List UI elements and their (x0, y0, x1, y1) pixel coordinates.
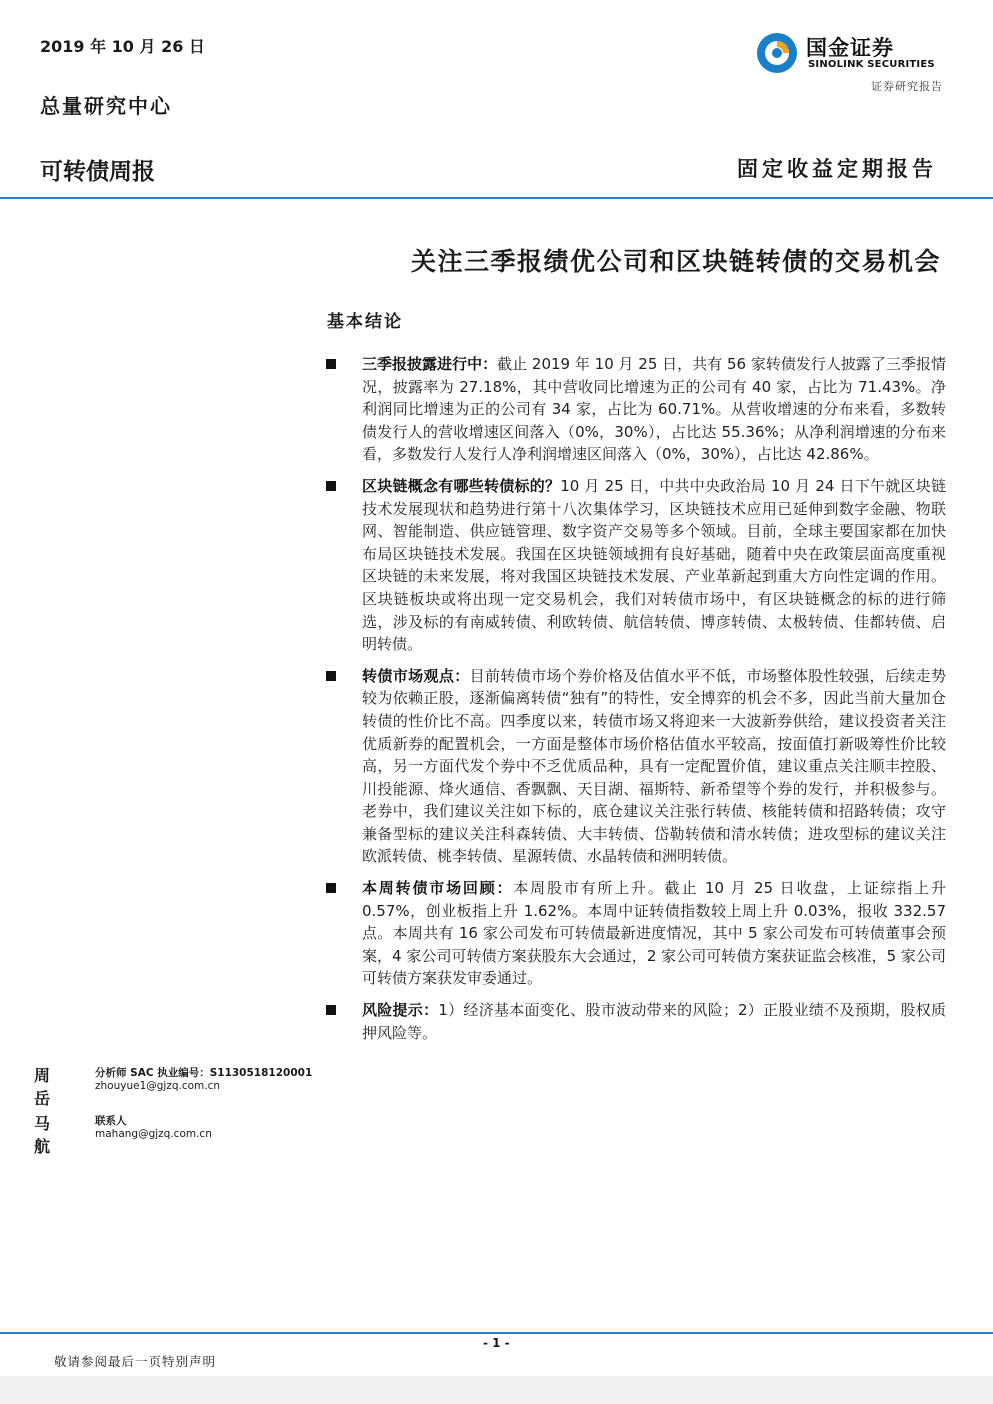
logo-subtitle: 证券研究报告 (871, 80, 943, 93)
department-name: 总量研究中心 (40, 94, 172, 118)
conclusion-body: 截止 2019 年 10 月 25 日，共有 56 家转债发行人披露了三季报情况，披露率为 27.18%，其中营收同比增速为正的公司有 40 家，占比为 71.43%。净利润同比增速为正的公司有 34 家，占比为 60.71%。从营收增速的分布来看，多数转债发行人的营收增速区间落入（0%，30%），占比达 55.36%；从净利润增速的分布来看，多数发行人发行人净利润增速区间落入（0%，30%），占比达 42.86%。 (362, 355, 946, 464)
analyst-title: 联系人 (95, 1115, 127, 1127)
conclusion-text (362, 877, 946, 990)
company-logo (756, 30, 944, 78)
footer-divider (0, 1332, 993, 1334)
report-date: 2019 年 10 月 26 日 (40, 37, 205, 56)
analyst-email[interactable]: mahang@gjzq.com.cn (95, 1128, 212, 1140)
conclusion-item (326, 999, 946, 1044)
conclusion-text (362, 665, 946, 868)
report-type: 固定收益定期报告 (737, 156, 937, 181)
bullet-square-icon (326, 481, 336, 491)
conclusion-body: 目前转债市场个券价格及估值水平不低，市场整体股性较强，后续走势较为依赖正股，逐渐偏离转债“独有”的特性，安全博弈的机会不多，因此当前大量加仓转债的性价比不高。四季度以来，转债市场又将迎来一大波新券供给，建议投资者关注优质新券的配置机会，一方面是整体市场价格估值水平较高，按面值打新吸筹性价比较高，另一方面代发个券中不乏优质品种，具有一定配置价值，建议重点关注顺丰控股、川投能源、烽火通信、香飘飘、天目湖、福斯特、新希望等个券的发行，并积极参与。老券中，我们建议关注如下标的，底仓建议关注张行转债、核能转债和招路转债；攻守兼备型标的建议关注科森转债、大丰转债、岱勒转债和清水转债；进攻型标的建议关注欧派转债、桃李转债、星源转债、水晶转债和洲明转债。 (362, 666, 946, 866)
analyst-name: 马航 (34, 1114, 53, 1156)
conclusion-heading: 三季报披露进行中： (362, 355, 498, 373)
conclusion-item (326, 353, 946, 466)
section-title: 基本结论 (327, 312, 403, 332)
conclusion-text (362, 999, 946, 1044)
conclusion-body: 1）经济基本面变化、股市波动带来的风险；2）正股业绩不及预期，股权质押风险等。 (362, 1001, 946, 1042)
bullet-square-icon (326, 1005, 336, 1015)
report-title: 关注三季报绩优公司和区块链转债的交易机会 (410, 247, 941, 276)
analyst-email[interactable]: zhouyue1@gjzq.com.cn (95, 1080, 221, 1092)
conclusion-heading: 区块链概念有哪些转债标的？ (362, 476, 561, 495)
logo-name-cn: 国金证券 (806, 36, 894, 60)
bullet-square-icon (326, 359, 336, 369)
conclusion-body: 10 月 25 日，中共中央政治局 10 月 24 日下午就区块链技术发展现状和趋势进行第十八次集体学习，区块链技术应用已延伸到数字金融、物联网、智能制造、供应链管理、数字资产交易等多个领域。目前，全球主要国家都在加快布局区块链技术发展。我国在区块链领域拥有良好基础，随着中央在政策层面高度重视区块链的未来发展，将对我国区块链技术发展、产业革新起到重大方向性定调的作用。区块链板块或将出现一定交易机会，我们对转债市场中，有区块链概念的标的进行筛选，涉及标的有南威转债、利欧转债、航信转债、博彦转债、太极转债、佳都转债、启明转债。 (362, 476, 946, 654)
conclusion-item (326, 475, 946, 656)
conclusion-text (362, 353, 946, 466)
conclusion-list (326, 353, 946, 1053)
conclusion-text (362, 475, 946, 656)
bullet-square-icon (326, 671, 336, 681)
conclusion-heading: 风险提示： (362, 1001, 439, 1020)
footer-disclaimer: 敬请参阅最后一页特别声明 (54, 1354, 217, 1369)
conclusion-heading: 本周转债市场回顾： (362, 879, 514, 898)
analyst-title: 分析师 SAC 执业编号：S1130518120001 (95, 1067, 313, 1079)
footer-band (0, 1376, 993, 1404)
bullet-square-icon (326, 883, 336, 893)
header-divider (0, 197, 993, 199)
analyst-name: 周岳 (34, 1066, 53, 1108)
conclusion-heading: 转债市场观点： (362, 666, 470, 685)
conclusion-item (326, 877, 946, 990)
conclusion-item (326, 665, 946, 868)
page-number: - 1 - (483, 1336, 510, 1350)
report-name: 可转债周报 (40, 159, 155, 185)
conclusion-body: 本周股市有所上升。截止 10 月 25 日收盘，上证综指上升 0.57%，创业板指上升 1.62%。本周中证转债指数较上周上升 0.03%，报收 332.57 点。本周共有 16 家公司发布可转债最新进度情况，其中 5 家公司发布可转债董事会预案，4 家公司可转债方案获股东大会通过，2 家公司可转债方案获证监会核准，5 家公司可转债方案获发审委通过。 (362, 879, 946, 988)
logo-name-en: SINOLINK SECURITIES (808, 59, 935, 70)
sinolink-logo-icon (756, 32, 798, 74)
